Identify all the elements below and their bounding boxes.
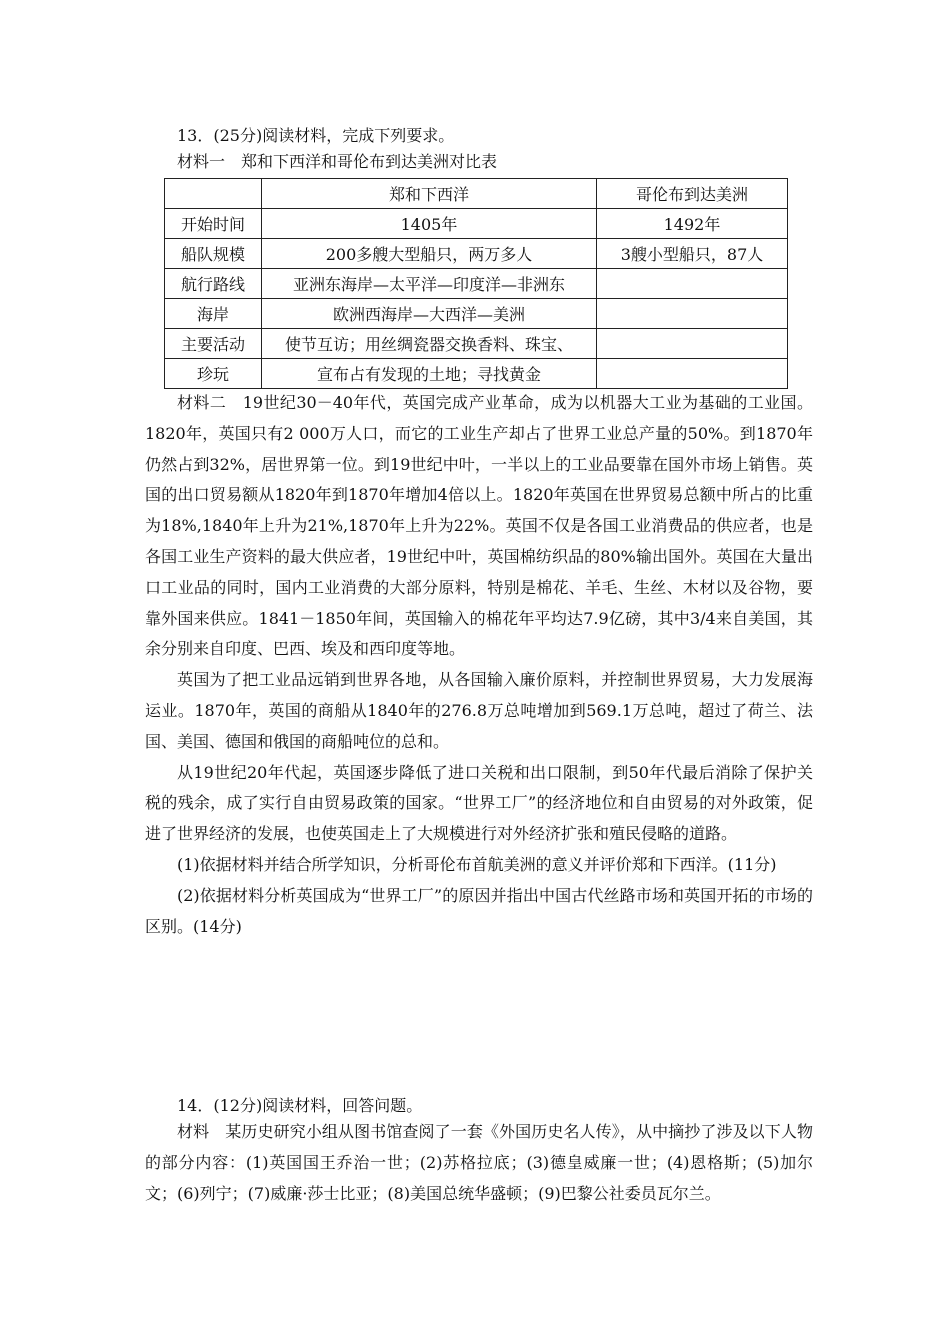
material-2-body [145,388,813,942]
table-cell: 1492年 [597,209,788,239]
table-cell [597,269,788,299]
question-14-material: 材料 某历史研究小组从图书馆查阅了一套《外国历史名人传》，从中摘抄了涉及以下人物的部分内容：(1)英国国王乔治一世；(2)苏格拉底；(3)德皇威廉一世；(4)恩格斯；(5)加尔文；(6)列宁；(7)威廉·莎士比亚；(8)美国总统华盛顿；(9)巴黎公社委员瓦尔兰。 [145,1122,813,1203]
table-cell: 1405年 [262,209,597,239]
table-row [165,239,788,269]
table-cell: 欧洲西海岸—大西洋—美洲 [262,299,597,329]
table-cell: 航行路线 [165,269,262,299]
table-row [165,329,788,359]
table-cell: 开始时间 [165,209,262,239]
question-14-heading: 14．(12分)阅读材料，回答问题。 [177,1096,423,1115]
table-cell: 200多艘大型船只，两万多人 [262,239,597,269]
table-cell: 主要活动 [165,329,262,359]
question-13-part-2: (2)依据材料分析英国成为“世界工厂”的原因并指出中国古代丝路市场和英国开拓的市场的区别。(14分) [145,885,813,936]
question-13-part-1: (1)依据材料并结合所学知识，分析哥伦布首航美洲的意义并评价郑和下西洋。(11分) [177,854,777,874]
table-cell: 使节互访；用丝绸瓷器交换香料、珠宝、 [262,329,597,359]
table-header-cell [165,179,262,209]
table-cell: 宣布占有发现的土地；寻找黄金 [262,359,597,389]
table-row [165,359,788,389]
question-13-heading: 13．(25分)阅读材料，完成下列要求。 [177,126,455,145]
table-cell: 珍玩 [165,359,262,389]
table-cell: 船队规模 [165,239,262,269]
material-2-paragraph-2: 英国为了把工业品远销到世界各地，从各国输入廉价原料，并控制世界贸易，大力发展海运业。1870年，英国的商船从1840年的276.8万总吨增加到569.1万总吨，超过了荷兰、法国、美国、德国和俄国的商船吨位的总和。 [145,670,813,751]
table-cell [597,299,788,329]
material-2-paragraph-1: 材料二 19世纪30－40年代，英国完成产业革命，成为以机器大工业为基础的工业国。1820年，英国只有2 000万人口，而它的工业生产却占了世界工业总产量的50%。到1870年仍然占到32%，居世界第一位。到19世纪中叶，一半以上的工业品要靠在国外市场上销售。英国的出口贸易额从1820年到1870年增加4倍以上。1820年英国在世界贸易总额中所占的比重为18%,1840年上升为21%,1870年上升为22%。英国不仅是各国工业消费品的供应者，也是各国工业生产资料的最大供应者，19世纪中叶，英国棉纺织品的80%输出国外。英国在大量出口工业品的同时，国内工业消费的大部分原料，特别是棉花、羊毛、生丝、木材以及谷物，要靠外国来供应。1841－1850年间，英国输入的棉花年平均达7.9亿磅，其中3/4来自美国，其余分别来自印度、巴西、埃及和西印度等地。 [145,393,813,659]
table-cell [597,329,788,359]
table-header-row [165,179,788,209]
table-header-cell: 郑和下西洋 [262,179,597,209]
material-2-paragraph-3: 从19世纪20年代起，英国逐步降低了进口关税和出口限制，到50年代最后消除了保护关税的残余，成了实行自由贸易政策的国家。“世界工厂”的经济地位和自由贸易的对外政策，促进了世界经济的发展，也使英国走上了大规模进行对外经济扩张和殖民侵略的道路。 [145,762,813,844]
question-14-body [145,1117,813,1209]
table-cell: 亚洲东海岸—太平洋—印度洋—非洲东 [262,269,597,299]
table-cell [597,359,788,389]
comparison-table [164,178,788,389]
table-row [165,269,788,299]
table-header-cell: 哥伦布到达美洲 [597,179,788,209]
table-row [165,209,788,239]
table-cell: 3艘小型船只，87人 [597,239,788,269]
table-cell: 海岸 [165,299,262,329]
table-row [165,299,788,329]
material-1-title: 材料一 郑和下西洋和哥伦布到达美洲对比表 [177,152,498,171]
